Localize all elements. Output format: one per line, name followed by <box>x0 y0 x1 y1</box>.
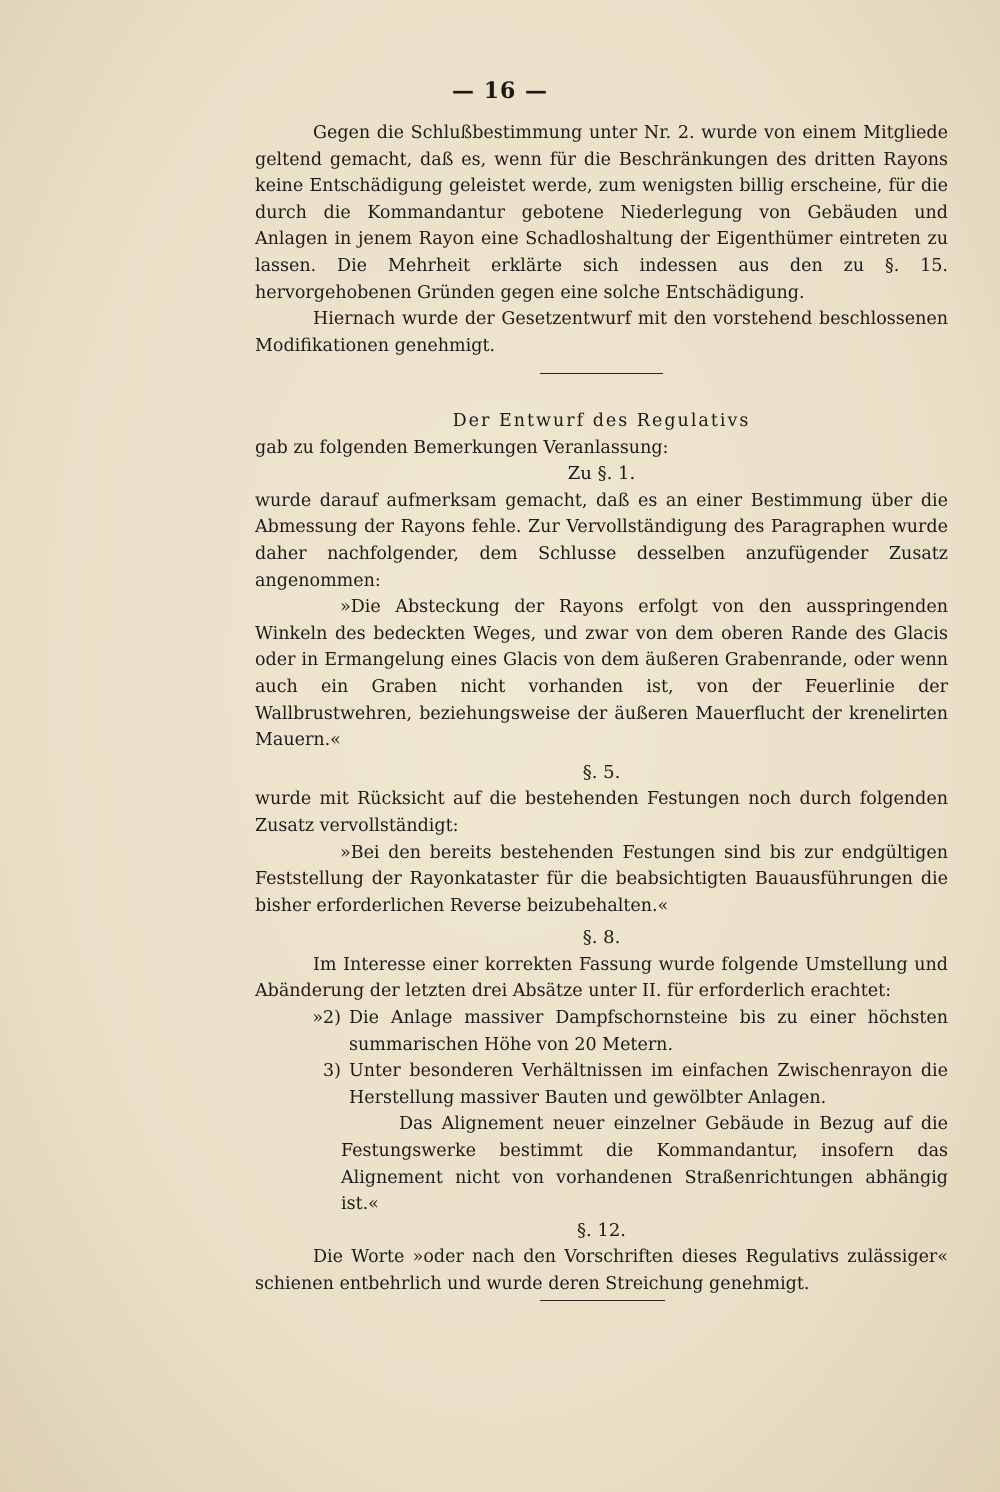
list-item-text: Unter besonderen Verhältnissen im einfachen Zwischenrayon die Herstellung massiver Bauten und gewölbter Anlagen. <box>349 1061 948 1108</box>
list-item <box>255 1058 948 1111</box>
section-text-3: Im Interesse einer korrekten Fassung wurde folgende Umstellung und Abänderung der letzten drei Absätze unter II. für erforderlich erachtet: <box>255 954 948 1002</box>
intro-paragraph-2: Hiernach wurde der Gesetzentwurf mit den vorstehend beschlossenen Modifikationen genehmigt. <box>255 309 948 356</box>
section-text-2: wurde mit Rücksicht auf die bestehenden Festungen noch durch folgenden Zusatz vervollständigt: <box>255 789 948 836</box>
section-text-1: wurde darauf aufmerksam gemacht, daß es an einer Bestimmung über die Abmessung der Rayons fehle. Zur Vervollständigung des Paragraphen wurde daher nachfolgender, dem Schlusse desselben anzufügender Zusatz angenommen: <box>255 490 948 591</box>
list-item <box>255 1005 948 1058</box>
page-number: — 16 — <box>452 78 548 104</box>
section-quote-2 <box>255 840 948 920</box>
section-quote-1 <box>255 594 948 754</box>
list-item-text: Die Anlage massiver Dampfschornsteine bis zu einer höchsten summarischen Höhe von 20 Metern. <box>349 1008 948 1055</box>
section-quote-1-text: »Die Absteckung der Rayons erfolgt von den ausspringenden Winkeln des bedeckten Weges, und zwar von dem oberen Rande des Glacis oder in Ermangelung eines Glacis von dem äußeren Grabenrande, oder wenn auch ein Graben nicht vorhanden ist, von der Feuerlinie der Wallbrustwehren, beziehungsweise der äußeren Mauerflucht der krenelirten Mauern.« <box>255 597 948 751</box>
section-quote-2-text: »Bei den bereits bestehenden Festungen sind bis zur endgültigen Feststellung der Rayonkataster für die beabsichtigten Bauausführungen die bisher erforderlichen Reverse beizubehalten.« <box>255 842 948 916</box>
section-title-1: Zu §. 1. <box>567 463 636 485</box>
regulativ-subheading: gab zu folgenden Bemerkungen Veranlassung: <box>255 437 669 458</box>
divider-rule-bottom <box>540 1300 665 1301</box>
intro-paragraph-1: Gegen die Schlußbestimmung unter Nr. 2. wurde von einem Mitgliede geltend gemacht, daß es, wenn für die Beschränkungen des dritten Rayons keine Entschädigung geleistet werde, zum wenigsten billig erscheine, für die durch die Kommandantur gebotene Niederlegung von Gebäuden und Anlagen in jenem Rayon eine Schadloshaltung der Eigenthümer eintreten zu lassen. Die Mehrheit erklärte sich indessen aus den zu §. 15. hervorgehobenen Gründen gegen eine solche Entschädigung. <box>255 123 948 303</box>
list-item-number: 3) <box>323 1061 341 1082</box>
section-title-4: §. 12. <box>576 1219 627 1241</box>
divider-rule-top <box>540 373 663 374</box>
intro-section <box>255 120 948 359</box>
section-title-2: §. 5. <box>582 761 621 783</box>
section-title-3: §. 8. <box>582 927 621 949</box>
regulativ-heading: Der Entwurf des Regulativs <box>452 411 751 431</box>
regulativ-section <box>255 408 948 1298</box>
list-item-number: »2) <box>312 1008 341 1029</box>
section-tail-3: Das Alignement neuer einzelner Gebäude in Bezug auf die Festungswerke bestimmt die Kommandantur, insofern das Alignement nicht von vorhandenen Straßenrichtungen abhängig ist.« <box>341 1114 948 1215</box>
section-text-4: Die Worte »oder nach den Vorschriften dieses Regulativs zulässiger« schienen entbehrlich und wurde deren Streichung genehmigt. <box>255 1247 948 1294</box>
